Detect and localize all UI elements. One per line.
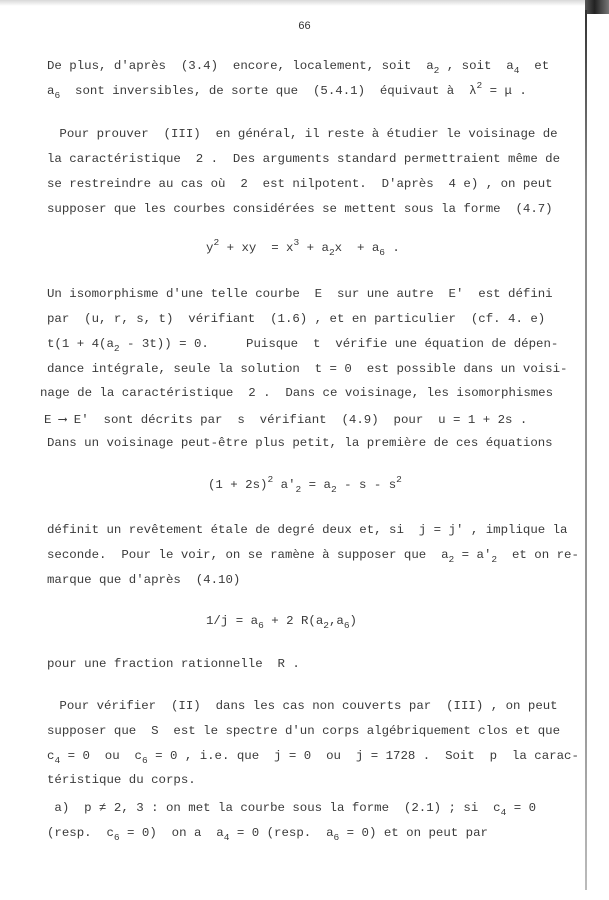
page-number: 66 xyxy=(298,20,311,32)
text-line: marque que d'après (4.10) xyxy=(47,573,241,587)
scan-binding-corner xyxy=(585,0,609,14)
text-line: pour une fraction rationnelle R . xyxy=(47,657,300,671)
text-line: se restreindre au cas où 2 est nilpotent. D'après 4 e) , on peut xyxy=(47,177,553,191)
text-line: la caractéristique 2 . Des arguments standard permettraient même de xyxy=(47,152,561,166)
text-line: E ⟶ E' sont décrits par s vérifiant (4.9) pour u = 1 + 2s . xyxy=(44,413,528,427)
text-line: téristique du corps. xyxy=(47,773,196,787)
scan-top-shadow xyxy=(0,0,609,6)
text-line: Pour vérifier (II) dans les cas non couverts par (III) , on peut xyxy=(52,699,558,713)
text-line: $a_6$ sont inversibles, de sorte que (5.4.1) équivaut à $\lambda^2 = \mu$ . xyxy=(47,80,527,101)
text-line: $c_4 = 0$ ou $c_6 = 0$ , i.e. que j = 0 ou j = 1728 . Soit p la carac- xyxy=(47,749,579,766)
text-line: (resp. $c_6 = 0$) on a $a_4 = 0$ (resp. $a_6 = 0$) et on peut par xyxy=(47,826,488,843)
equation-4-7: $y^2$ + xy = $x^3 + a_2x + a_6$ . xyxy=(206,237,400,258)
text-line: supposer que les courbes considérées se mettent sous la forme (4.7) xyxy=(47,202,553,216)
text-line: seconde. Pour le voir, on se ramène à supposer que $a_2 = a'_2$ et on re- xyxy=(47,548,579,565)
text-line: $t(1 + 4(a_2 - 3t)) = 0$. Puisque t vérifie une équation de dépen- xyxy=(47,337,559,354)
text-line: dance intégrale, seule la solution t = 0 est possible dans un voisi- xyxy=(47,362,568,376)
equation-j-invariant: $1/j = a_6 + 2$ $R(a_2,a_6)$ xyxy=(206,614,357,631)
text-line: Pour prouver (III) en général, il reste à étudier le voisinage de xyxy=(52,127,558,141)
text-line: Un isomorphisme d'une telle courbe E sur une autre E' est défini xyxy=(47,287,553,301)
text-line: définit un revêtement étale de degré deux et, si j = j' , implique la xyxy=(47,523,568,537)
isomorphism-arrow-icon: ⟶ xyxy=(58,413,67,427)
text-line: Dans un voisinage peut-être plus petit, la première de ces équations xyxy=(47,436,553,450)
text-line: De plus, d'après (3.4) encore, localement, soit $a_2$ , soit $a_4$ et xyxy=(47,59,550,76)
equation-covering: $(1 + 2s)^2$ $a'_2 = a_2 - s - s^2$ xyxy=(208,474,402,495)
text-line: nage de la caractéristique 2 . Dans ce voisinage, les isomorphismes xyxy=(40,386,554,400)
text-line: supposer que S est le spectre d'un corps algébriquement clos et que xyxy=(47,724,561,738)
text-line: par (u, r, s, t) vérifiant (1.6) , et en particulier (cf. 4. e) xyxy=(47,312,546,326)
text-line: a) p ≠ 2, 3 : on met la courbe sous la forme (2.1) ; si $c_4 = 0$ xyxy=(47,801,537,818)
scan-binding-edge xyxy=(585,10,587,890)
